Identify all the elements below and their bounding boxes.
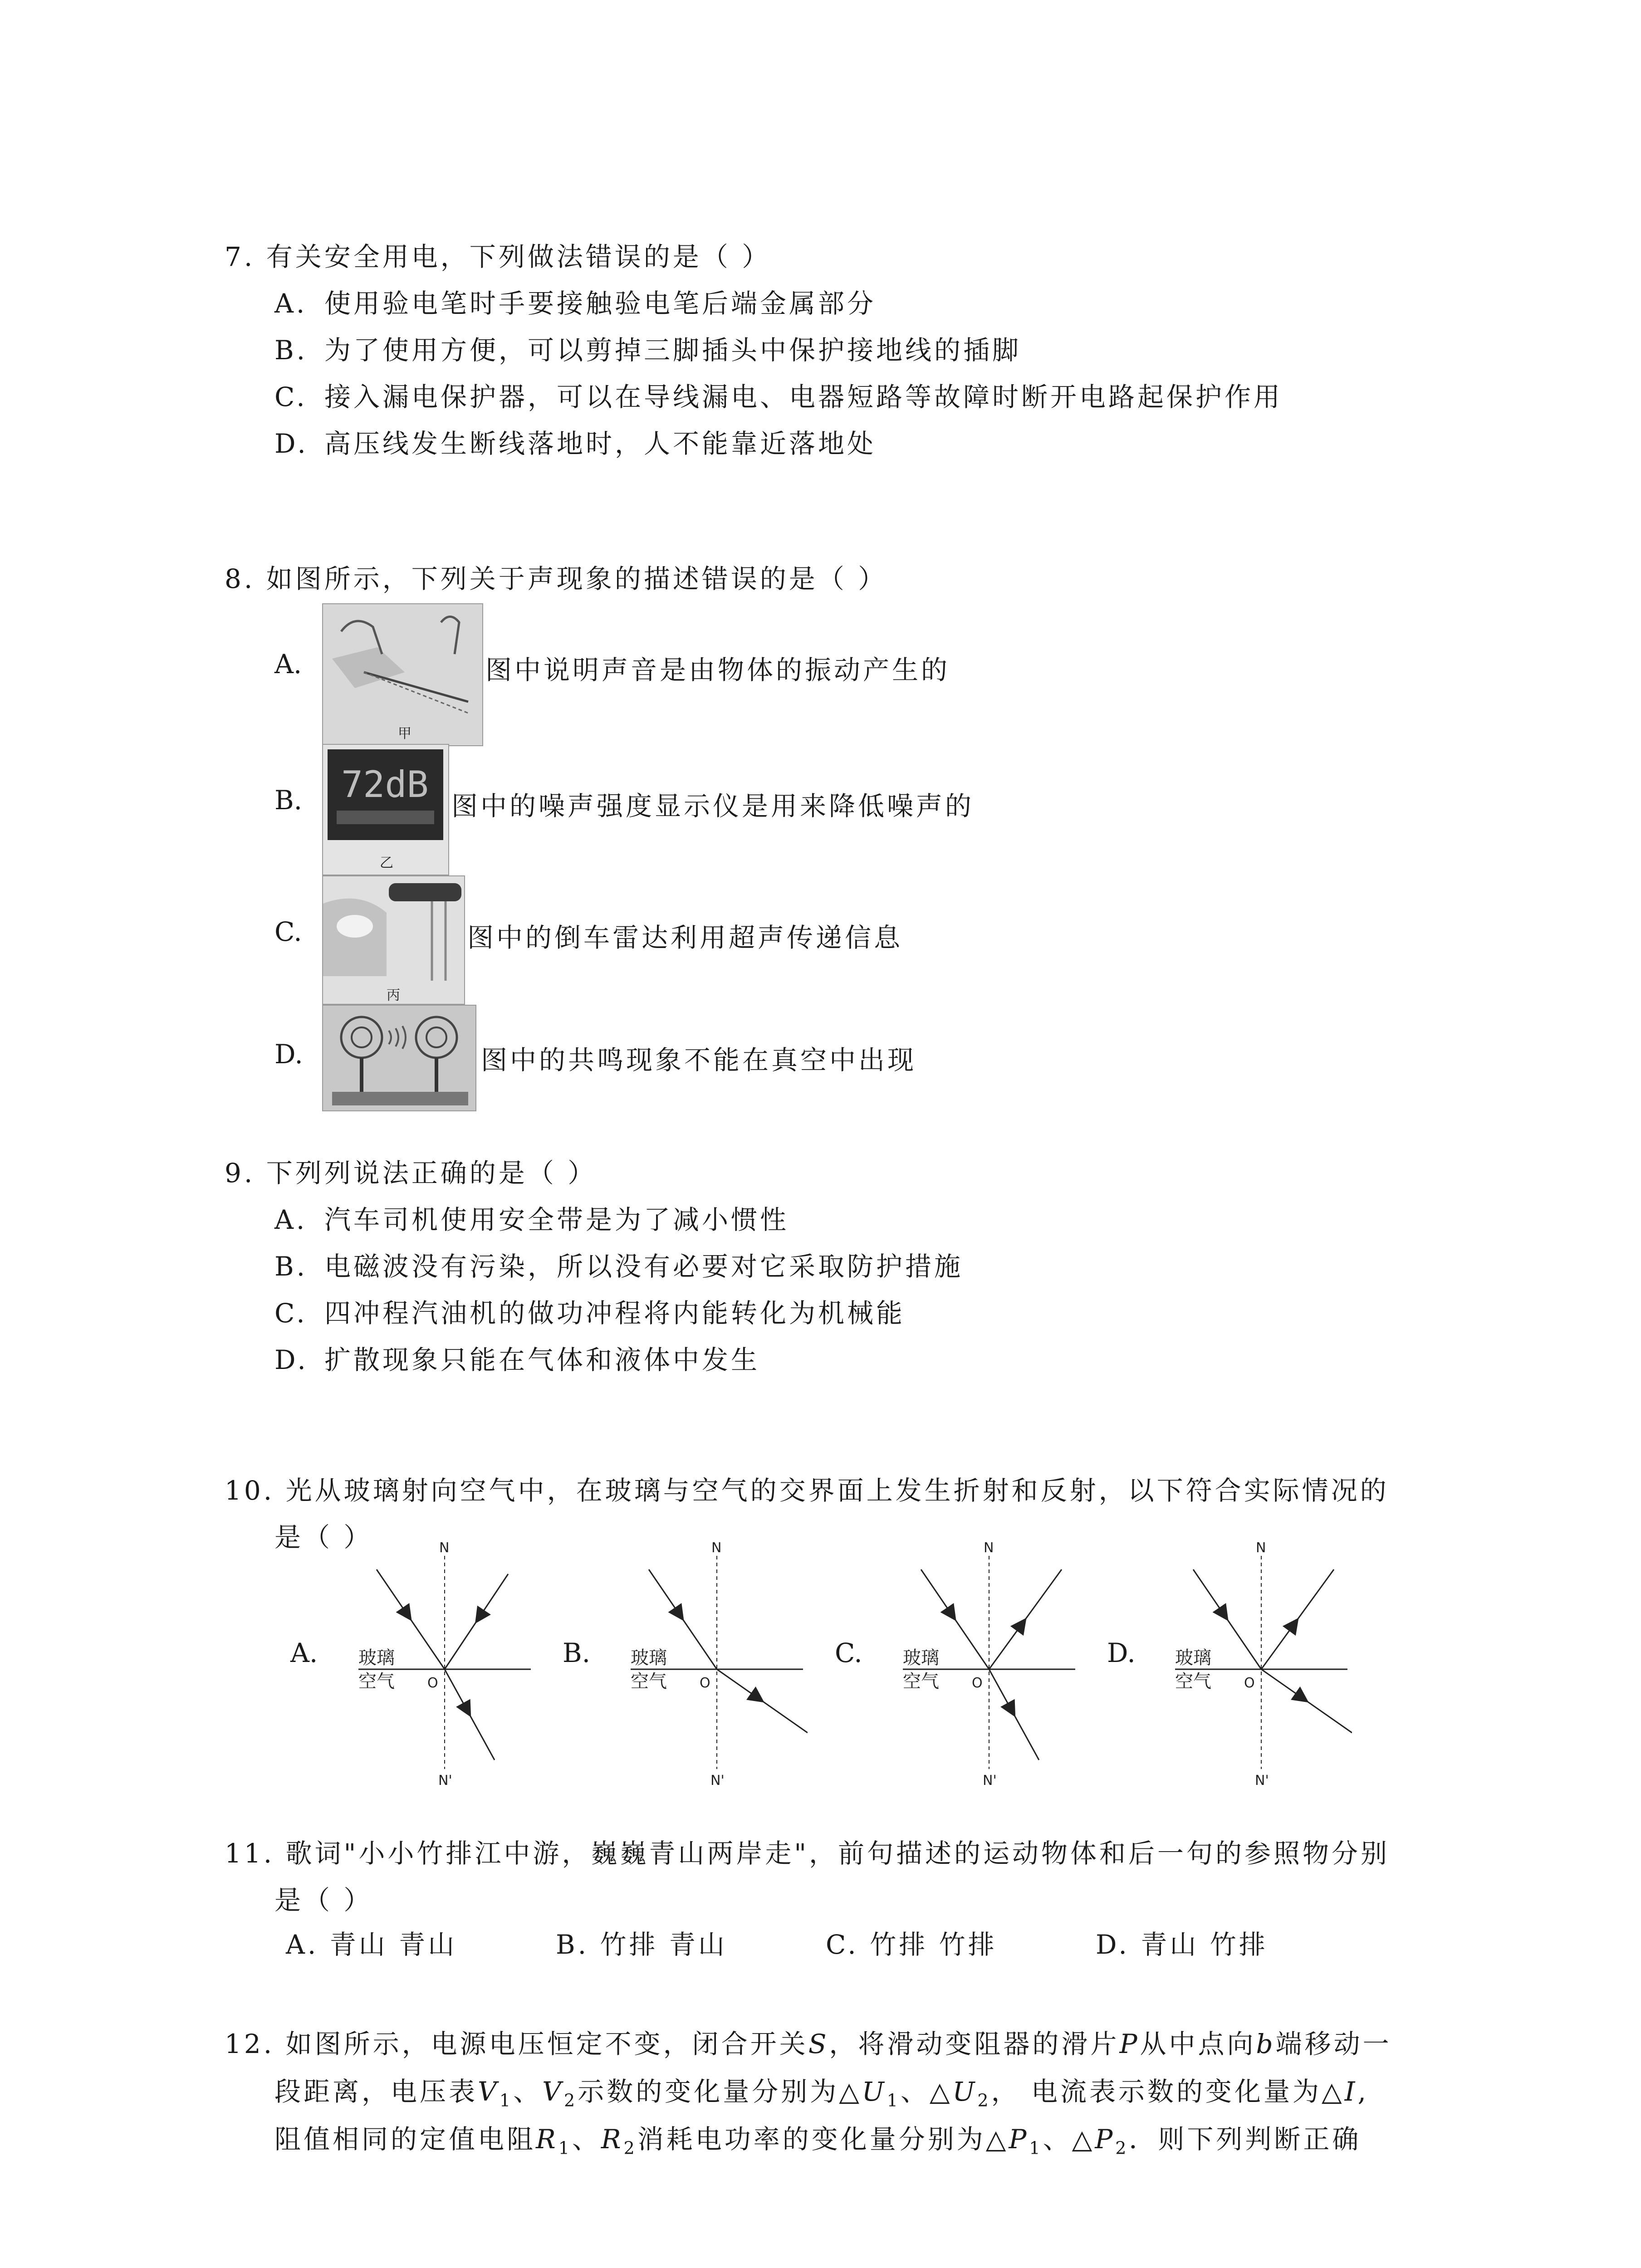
ray-arrow bbox=[678, 1613, 680, 1614]
slider-symbol: P bbox=[1119, 2028, 1140, 2059]
ray-arrow bbox=[1293, 1624, 1294, 1626]
option-label: C. bbox=[274, 381, 308, 412]
ray-arrow bbox=[1223, 1613, 1224, 1614]
text-run: 12. 如图所示，电源电压恒定不变，闭合开关 bbox=[225, 2028, 808, 2059]
q9-option-b[interactable] bbox=[274, 1243, 963, 1290]
normal-label-bottom: N' bbox=[710, 1773, 725, 1787]
tuning-fork-resonance-image bbox=[322, 1005, 476, 1111]
resistor-symbol: R bbox=[601, 2124, 624, 2155]
normal-label-bottom: N' bbox=[983, 1773, 997, 1787]
delta-symbol: △ bbox=[1072, 2124, 1095, 2155]
subscript: 2 bbox=[564, 2090, 578, 2111]
parking-radar-image bbox=[322, 875, 465, 1005]
option-text: 电磁波没有污染，所以没有必要对它采取防护措施 bbox=[324, 1251, 964, 1282]
origin-label: O bbox=[427, 1675, 438, 1691]
q11-option-d[interactable] bbox=[1096, 1923, 1268, 1961]
q11-stem-line2: 是（ ） bbox=[274, 1885, 373, 1916]
ray-arrow bbox=[1010, 1708, 1011, 1710]
voltage-symbol: U bbox=[862, 2076, 887, 2107]
refracted-ray bbox=[1261, 1669, 1352, 1733]
power-symbol: P bbox=[1095, 2124, 1116, 2155]
q7-option-b[interactable] bbox=[274, 327, 1021, 374]
text-run: ， 电流表示数的变化量为△ bbox=[991, 2076, 1345, 2107]
figure-caption: 丙 bbox=[387, 987, 400, 1003]
text-run: 段距离，电压表 bbox=[274, 2076, 478, 2107]
glass-label: 玻璃 bbox=[631, 1647, 667, 1668]
air-label: 空气 bbox=[358, 1671, 395, 1692]
glass-label: 玻璃 bbox=[903, 1647, 939, 1668]
subscript: 1 bbox=[499, 2090, 514, 2111]
subscript: 2 bbox=[623, 2138, 637, 2158]
option-label: A. bbox=[274, 288, 308, 319]
text-run: 从中点向 bbox=[1140, 2028, 1256, 2059]
option-text: 图中的共鸣现象不能在真空中出现 bbox=[481, 1045, 917, 1075]
option-label: D. bbox=[274, 1039, 303, 1070]
subscript: 2 bbox=[1115, 2138, 1129, 2158]
option-label: D. bbox=[274, 428, 309, 459]
option-text: 图中的噪声强度显示仪是用来降低噪声的 bbox=[451, 791, 975, 821]
option-text: 图中的倒车雷达利用超声传递信息 bbox=[467, 922, 903, 953]
q10-option-label[interactable]: A. bbox=[290, 1637, 318, 1668]
voltage-symbol: U bbox=[952, 2076, 978, 2107]
text-run: 、 bbox=[572, 2124, 601, 2155]
ray-arrow bbox=[1300, 1696, 1302, 1698]
voltmeter-symbol: V bbox=[542, 2076, 564, 2107]
ray-arrow bbox=[1020, 1624, 1022, 1626]
q12-line1 bbox=[225, 2021, 1392, 2068]
option-label: C. bbox=[274, 916, 302, 947]
glass-label: 玻璃 bbox=[358, 1647, 395, 1668]
power-symbol: P bbox=[1009, 2124, 1029, 2155]
switch-symbol: S bbox=[808, 2028, 829, 2059]
q11-option-a[interactable] bbox=[286, 1923, 457, 1961]
glass-label: 玻璃 bbox=[1175, 1647, 1211, 1668]
ruler-vibration-image bbox=[322, 603, 483, 746]
option-text: 竹排 竹排 bbox=[870, 1929, 997, 1960]
option-label: B. bbox=[274, 1251, 308, 1282]
ray-arrow bbox=[480, 1615, 481, 1617]
ray-arrow bbox=[466, 1708, 467, 1710]
resistor-symbol: R bbox=[536, 2124, 558, 2155]
terminal-symbol: b bbox=[1256, 2028, 1276, 2059]
q10-option-label[interactable]: B. bbox=[563, 1637, 591, 1668]
option-label: C. bbox=[826, 1929, 859, 1960]
text-run: ．则下列判断正确 bbox=[1129, 2124, 1362, 2155]
q12-line3 bbox=[274, 2116, 1361, 2172]
q10-stem-line2: 是（ ） bbox=[274, 1522, 373, 1553]
current-symbol: I bbox=[1344, 2076, 1358, 2107]
normal-label-top: N bbox=[439, 1542, 450, 1556]
q11-option-c[interactable] bbox=[826, 1923, 997, 1961]
option-label: B. bbox=[556, 1929, 589, 1960]
figure-caption: 甲 bbox=[398, 726, 411, 742]
origin-label: O bbox=[972, 1675, 983, 1691]
normal-label-top: N bbox=[1256, 1542, 1266, 1556]
second-incident-ray bbox=[445, 1574, 508, 1669]
option-label: B. bbox=[274, 785, 303, 816]
q11-stem-line1: 11. 歌词"小小竹排江中游，巍巍青山两岸走"，前句描述的运动物体和后一句的参照物分别 bbox=[225, 1838, 1390, 1869]
normal-label-bottom: N' bbox=[438, 1773, 452, 1787]
ray-diagram[interactable] bbox=[1157, 1542, 1352, 1789]
origin-label: O bbox=[700, 1675, 710, 1691]
voltmeter-symbol: V bbox=[478, 2076, 500, 2107]
option-label: D. bbox=[274, 1344, 309, 1375]
q9-option-d[interactable] bbox=[274, 1337, 760, 1383]
text-run: 消耗电功率的变化量分别为△ bbox=[637, 2124, 1009, 2155]
option-label: B. bbox=[274, 335, 308, 366]
option-text: 汽车司机使用安全带是为了减小惯性 bbox=[324, 1204, 789, 1235]
q10-option-label[interactable]: C. bbox=[835, 1637, 862, 1668]
ray-diagram[interactable] bbox=[885, 1542, 1080, 1789]
text-run: , bbox=[1357, 2076, 1369, 2107]
option-label: C. bbox=[274, 1298, 308, 1329]
q7-option-a[interactable] bbox=[274, 280, 876, 327]
option-text: 四冲程汽油机的做功冲程将内能转化为机械能 bbox=[324, 1298, 906, 1329]
option-text: 接入漏电保护器，可以在导线漏电、电器短路等故障时断开电路起保护作用 bbox=[324, 381, 1283, 412]
q7-stem: 7. 有关安全用电，下列做法错误的是（ ） bbox=[225, 241, 771, 272]
air-label: 空气 bbox=[1175, 1671, 1211, 1692]
refracted-ray bbox=[445, 1669, 495, 1760]
q8-stem: 8. 如图所示，下列关于声现象的描述错误的是（ ） bbox=[225, 563, 887, 594]
q10-option-label[interactable]: D. bbox=[1107, 1637, 1136, 1668]
option-text: 图中说明声音是由物体的振动产生的 bbox=[485, 655, 950, 685]
origin-label: O bbox=[1244, 1675, 1255, 1691]
ray-diagram[interactable] bbox=[340, 1542, 535, 1789]
ray-arrow bbox=[756, 1696, 758, 1698]
normal-label-top: N bbox=[984, 1542, 994, 1556]
option-text: 高压线发生断线落地时，人不能靠近落地处 bbox=[324, 428, 877, 459]
refracted-ray bbox=[989, 1669, 1039, 1760]
option-label: A. bbox=[274, 1204, 308, 1235]
text-run: 阻值相同的定值电阻 bbox=[274, 2124, 536, 2155]
text-run: 端移动一 bbox=[1275, 2028, 1392, 2059]
q7-option-c[interactable] bbox=[274, 374, 1283, 420]
q9-stem: 9. 下列列说法正确的是（ ） bbox=[225, 1158, 597, 1188]
q10-stem-line1: 10. 光从玻璃射向空气中，在玻璃与空气的交界面上发生折射和反射，以下符合实际情况的 bbox=[225, 1475, 1389, 1506]
q7-option-d[interactable] bbox=[274, 420, 876, 467]
normal-label-bottom: N' bbox=[1255, 1773, 1269, 1787]
text-run: 、 bbox=[1043, 2124, 1072, 2155]
figure-caption: 乙 bbox=[380, 855, 393, 871]
text-run: 、 bbox=[900, 2076, 930, 2107]
q11-option-b[interactable] bbox=[556, 1923, 727, 1961]
decibel-reading: 72dB bbox=[341, 763, 429, 806]
option-label: A. bbox=[286, 1929, 319, 1960]
ray-diagram[interactable] bbox=[612, 1542, 808, 1789]
option-label: A. bbox=[274, 649, 302, 679]
delta-symbol: △ bbox=[929, 2076, 953, 2107]
noise-meter-image bbox=[322, 744, 449, 875]
option-text: 青山 青山 bbox=[329, 1929, 457, 1960]
option-text: 青山 竹排 bbox=[1141, 1929, 1268, 1960]
option-text: 为了使用方便，可以剪掉三脚插头中保护接地线的插脚 bbox=[324, 335, 1022, 366]
option-text: 扩散现象只能在气体和液体中发生 bbox=[324, 1344, 760, 1375]
q9-option-c[interactable] bbox=[274, 1290, 905, 1337]
option-text: 竹排 青山 bbox=[600, 1929, 727, 1960]
ray-arrow bbox=[950, 1613, 952, 1614]
air-label: 空气 bbox=[631, 1671, 667, 1692]
q9-option-a[interactable] bbox=[274, 1197, 789, 1243]
text-run: ，将滑动变阻器的滑片 bbox=[829, 2028, 1120, 2059]
option-text: 使用验电笔时手要接触验电笔后端金属部分 bbox=[324, 288, 877, 319]
air-label: 空气 bbox=[903, 1671, 939, 1692]
reflected-ray bbox=[1261, 1569, 1334, 1669]
subscript: 1 bbox=[1029, 2138, 1043, 2158]
subscript: 1 bbox=[558, 2138, 572, 2158]
ray-arrow bbox=[406, 1613, 407, 1614]
normal-label-top: N bbox=[711, 1542, 722, 1556]
reflected-ray bbox=[989, 1569, 1062, 1669]
subscript: 1 bbox=[887, 2090, 901, 2111]
text-run: 示数的变化量分别为△ bbox=[578, 2076, 862, 2107]
text-run: 、 bbox=[513, 2076, 543, 2107]
refracted-ray bbox=[717, 1669, 808, 1733]
subscript: 2 bbox=[977, 2090, 991, 2111]
option-label: D. bbox=[1096, 1929, 1130, 1960]
